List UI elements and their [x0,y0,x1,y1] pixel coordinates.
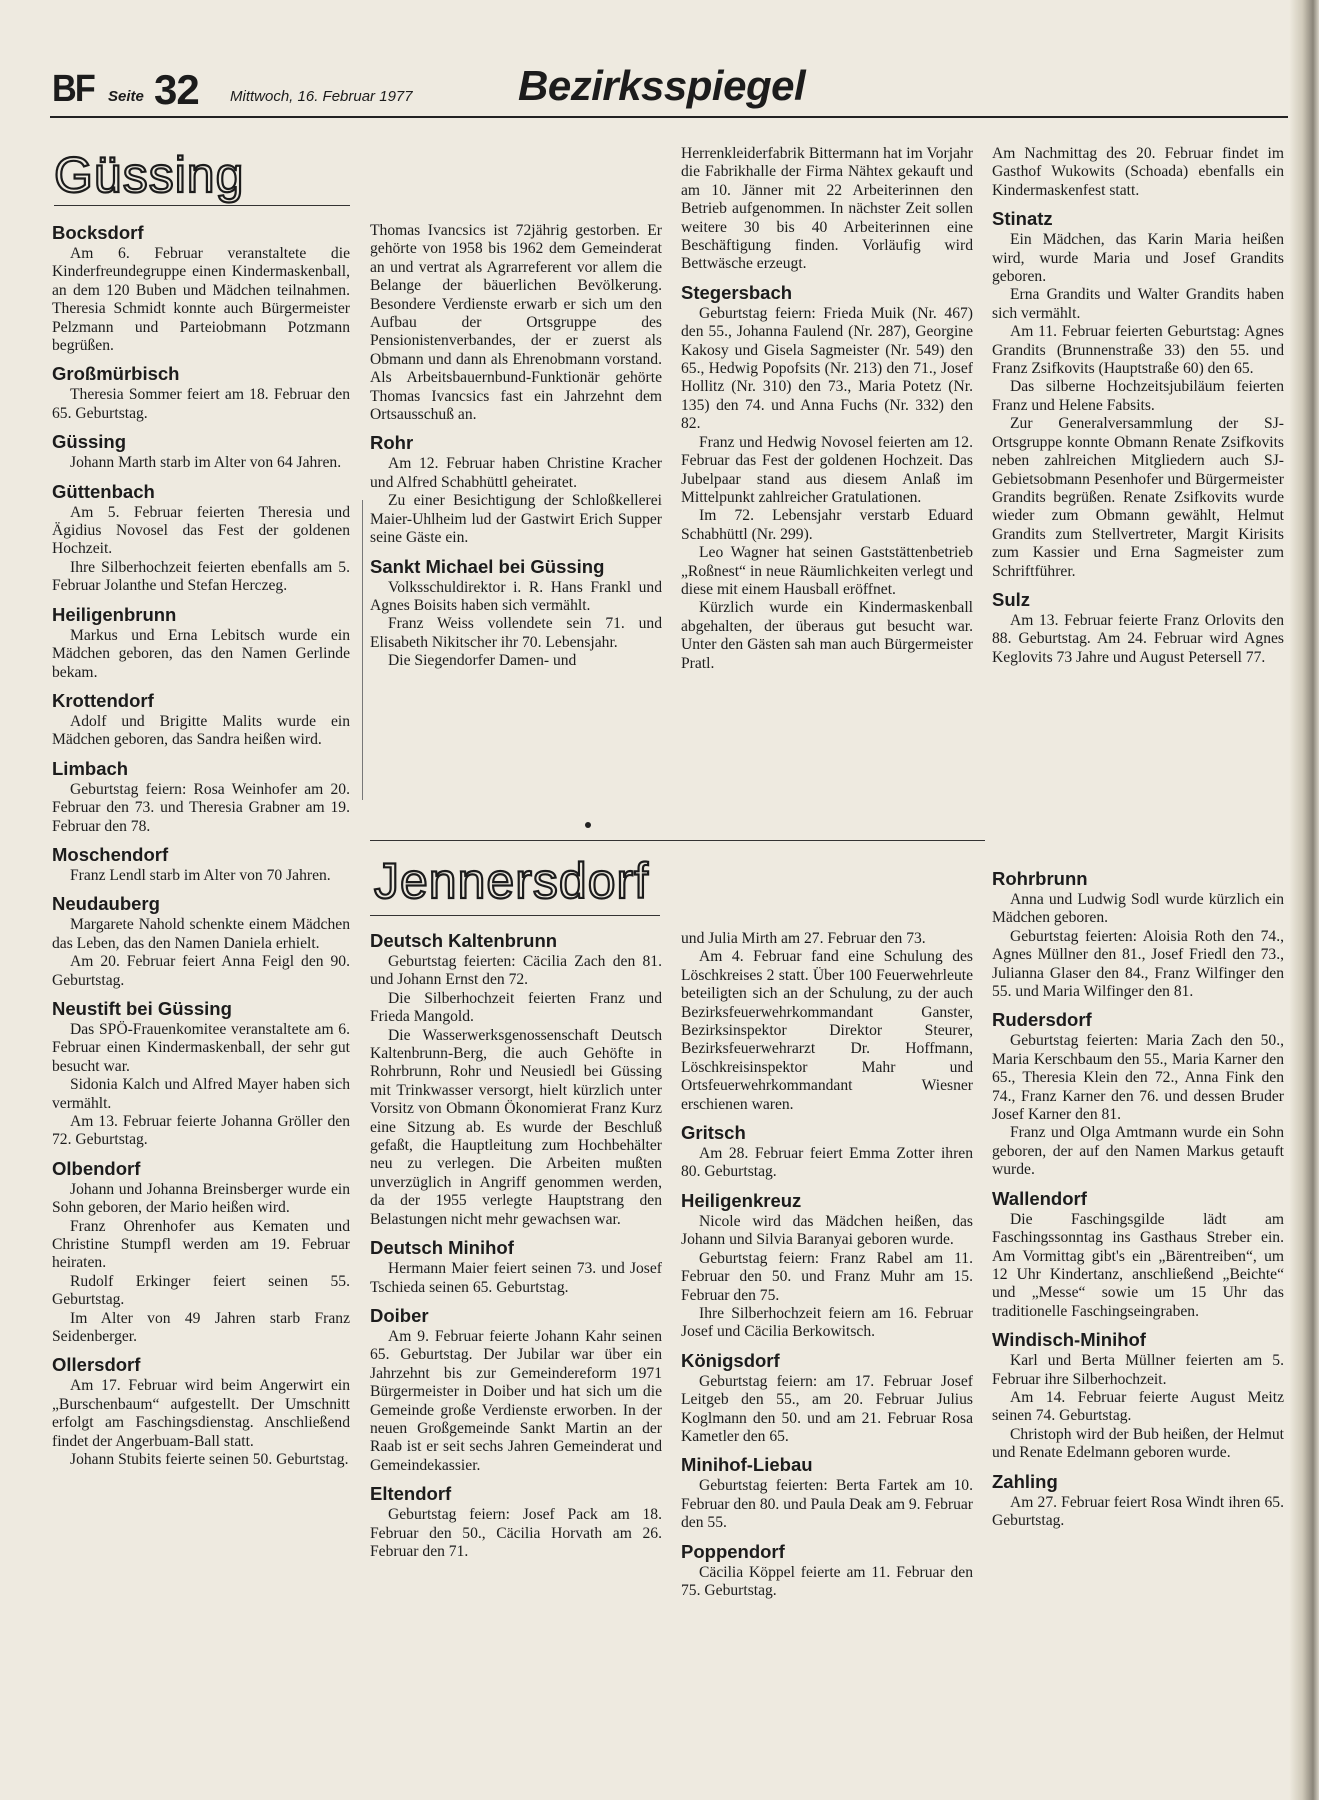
place-heading: Windisch-Minihof [992,1329,1146,1351]
place-heading: Krottendorf [52,689,154,711]
region-title-jennersdorf: Jennersdorf [374,853,650,909]
news-paragraph: Theresia Sommer feiert am 18. Februar den 65. Geburtstag. [52,386,350,422]
header-rule [50,116,1288,118]
news-paragraph: Im Alter von 49 Jahren starb Franz Seidenberger. [52,1309,350,1346]
news-paragraph: Geburtstag feierten: Cäcilia Zach den 81. und Johann Ernst den 72. [370,953,662,989]
place-heading: Deutsch Kaltenbrunn [370,930,558,951]
news-paragraph: Am 5. Februar feierten Theresia und Ägidius Novosel das Fest der goldenen Hochzeit. [52,503,350,558]
place-heading: Deutsch Minihof [370,1237,514,1259]
news-paragraph: Am 17. Februar wird beim Angerwirt ein „Burschenbaum“ aufgestellt. Der Umschnitt erfolgt am Faschingsdienstag. Anschließend findet der Angerbuam-Ball statt. [52,1377,350,1450]
news-paragraph: Geburtstag feiern: Josef Pack am 18. Februar den 50., Cäcilia Horvath am 26. Februar den 71. [370,1506,662,1560]
bullet-mark [585,822,591,828]
news-paragraph: Christoph wird der Bub heißen, der Helmut und Renate Edelmann geboren wurde. [992,1425,1284,1462]
news-paragraph: Geburtstag feierten: Maria Zach den 50., Maria Kerschbaum den 55., Maria Karner den 65., Theresia Klein den 72., Anna Fink den 74., Franz Karner den 76. und dessen Bruder Josef Karner den 81. [992,1032,1284,1124]
place-heading: Sankt Michael bei Güssing [370,555,605,577]
news-paragraph: Am 6. Februar veranstaltete die Kinderfreundegruppe einen Kindermaskenball, an dem 120 Buben und Mädchen teilnahmen. Theresia Schmidt konnte auch Bürgermeister Pelzmann und Parteiobmann Potzmann begrüßen. [52,245,350,355]
news-paragraph: Geburtstag feierten: Aloisia Roth den 74., Agnes Müllner den 81., Josef Friedl den 73., Julianna Glaser den 84., Franz Wilfinger den 55. und Maria Wilfinger den 81. [992,927,1284,1001]
news-paragraph: Franz Ohrenhofer aus Kematen und Christine Stumpfl werden am 19. Februar heiraten. [52,1217,350,1272]
news-paragraph: Ihre Silberhochzeit feierten ebenfalls am 5. Februar Jolanthe und Stefan Herczeg. [52,558,350,595]
column-jennersdorf-3 [681,930,973,1600]
place-heading: Doiber [370,1304,429,1326]
column-jennersdorf-2 [370,930,662,1561]
news-paragraph: Am 20. Februar feiert Anna Feigl den 90. Geburtstag. [52,953,350,989]
news-paragraph: Die Siegendorfer Damen- und [388,652,577,670]
news-paragraph: Johann Marth starb im Alter von 64 Jahren. [70,454,342,472]
place-heading: Limbach [52,757,129,779]
news-paragraph: Kürzlich wurde ein Kindermaskenball abgehalten, der überaus gut besucht war. Unter den Gästen sah man auch Bürgermeister Pratl. [681,599,973,672]
place-heading: Königsdorf [681,1349,780,1371]
newspaper-logo: BF [52,68,94,110]
place-heading: Neustift bei Güssing [52,997,232,1019]
news-paragraph: Zu einer Besichtigung der Schloßkellerei Maier-Uhlheim lud der Gastwirt Erich Supper seine Gäste ein. [370,492,662,547]
news-paragraph: Hermann Maier feiert seinen 73. und Josef Tschieda seinen 65. Geburtstag. [370,1260,662,1296]
news-paragraph: Thomas Ivancsics ist 72jährig gestorben. Er gehörte von 1958 bis 1962 dem Gemeinderat an und vertrat als Agrarreferent vor allem die Belange der bäuerlichen Bevölkerung. Besondere Verdienste erwarb er sich um den Aufbau der Ortsgruppe des Pensionistenverbandes, der er zuerst als Obmann und dann als Ehrenobmann vorstand. Als Arbeitsbauernbund-Funktionär gehörte Thomas Ivancsics fast ein Jahrzehnt dem Ortsausschuß an. [370,222,662,424]
place-heading: Rudersdorf [992,1009,1092,1031]
news-paragraph: Die Silberhochzeit feierten Franz und Frieda Mangold. [370,989,662,1026]
news-paragraph: Ein Mädchen, das Karin Maria heißen wird, wurde Maria und Josef Grandits geboren. [992,231,1284,286]
news-paragraph: Am 13. Februar feierte Johanna Gröller den 72. Geburtstag. [52,1113,350,1149]
news-paragraph: Adolf und Brigitte Malits wurde ein Mädchen geboren, das Sandra heißen wird. [52,712,350,749]
place-heading: Rohr [370,432,414,454]
column-guessing-1 [52,222,350,1470]
news-paragraph: Nicole wird das Mädchen heißen, das Johann und Silvia Baranyai geboren wurde. [681,1212,973,1249]
news-paragraph: Die Faschingsgilde lädt am Faschingssonntag ins Gasthaus Streber ein. Am Vormittag gibt's ein „Bärentreiben“, um 12 Uhr Kindertanz, anschließend „Beichte“ und „Messe“ sowie um 15 Uhr das traditionelle Faschingseingraben. [992,1210,1284,1320]
place-heading: Stinatz [992,208,1053,230]
place-heading: Bocksdorf [52,222,144,243]
news-paragraph: Franz und Hedwig Novosel feierten am 12. Februar das Fest der goldenen Hochzeit. Das Jubelpaar stand aus diesem Anlaß im Mittelpunkt zahlreicher Gratulationen. [681,433,973,506]
place-heading: Gritsch [681,1122,746,1144]
news-paragraph: Im 72. Lebensjahr verstarb Eduard Schabhüttl (Nr. 299). [681,507,973,543]
news-paragraph: Ihre Silberhochzeit feiern am 16. Februar Josef und Cäcilia Berkowitsch. [681,1304,973,1341]
news-paragraph: Anna und Ludwig Sodl wurde kürzlich ein Mädchen geboren. [992,891,1284,927]
news-paragraph: Sidonia Kalch und Alfred Mayer haben sich vermählt. [52,1076,350,1112]
news-paragraph: Leo Wagner hat seinen Gaststättenbetrieb „Roßnest“ in neue Räumlichkeiten verlegt und diese mit einem Hausball eröffnet. [681,544,973,598]
news-paragraph: Geburtstag feiern: Frieda Muik (Nr. 467) den 55., Johanna Faulend (Nr. 287), Georgine Kakosy und Gisela Sagmeister (Nr. 549) den 65., Hedwig Popofsits (Nr. 213) den 71., Josef Hollitz (Nr. 310) den 73., Maria Potetz (Nr. 135) den 74. und Anna Fuchs (Nr. 332) den 82. [681,304,973,433]
news-paragraph: Am 14. Februar feierte August Meitz seinen 74. Geburtstag. [992,1388,1284,1425]
place-heading: Zahling [992,1470,1058,1492]
news-paragraph: Markus und Erna Lebitsch wurde ein Mädchen geboren, das den Namen Gerlinde bekam. [52,626,350,681]
news-paragraph: Am 13. Februar feierte Franz Orlovits den 88. Geburtstag. Am 24. Februar wird Agnes Keglovits 73 Jahre und August Petersell 77. [992,611,1284,666]
region-title-guessing: Güssing [54,147,245,203]
place-heading: Moschendorf [52,843,169,865]
news-paragraph: Geburtstag feiern: Franz Rabel am 11. Februar den 50. und Franz Muhr am 15. Februar den 75. [681,1249,973,1304]
news-paragraph: Rudolf Erkinger feiert seinen 55. Geburtstag. [52,1272,350,1309]
page-header [50,64,1288,122]
place-heading: Heiligenbrunn [52,603,177,625]
news-paragraph: Margarete Nahold schenkte einem Mädchen das Leben, das den Namen Daniela erhielt. [52,916,350,952]
news-paragraph: Am Nachmittag des 20. Februar findet im Gasthof Wukowits (Schoada) ebenfalls ein Kindermaskenfest statt. [992,145,1284,199]
news-paragraph: Geburtstag feierten: Berta Fartek am 10. Februar den 80. und Paula Deak am 9. Februar den 55. [681,1477,973,1532]
news-paragraph: Am 27. Februar feiert Rosa Windt ihren 65. Geburtstag. [992,1493,1284,1529]
page-label: Seite [108,88,144,105]
place-heading: Wallendorf [992,1187,1087,1209]
news-paragraph: Herrenkleiderfabrik Bittermann hat im Vorjahr die Fabrikhalle der Firma Nähtex gekauft und am 10. Jänner mit 22 Arbeiterinnen den Betrieb aufgenommen. In nächster Zeit sollen weitere 30 bis 40 Arbeiterinnen eine Beschäftigung finden. Vorläufig wird Bettwäsche erzeugt. [681,145,973,273]
news-paragraph: Die Wasserwerksgenossenschaft Deutsch Kaltenbrunn-Berg, die auch Gehöfte in Rohrbrunn, Rohr und Neusiedl bei Güssing mit Trinkwasser versorgt, hielt kürzlich unter Vorsitz von Obmann Ökonomierat Franz Kurz eine Sitzung ab. Es wurde der Beschluß gefaßt, die Hauptleitung zum Hochbehälter neu zu verlegen. Die Arbeiten mußten unverzüglich in Angriff genommen werden, da der 1955 verlegte Hauptstrang den Belastungen nicht mehr gewachsen war. [370,1026,662,1228]
column-jennersdorf-4 [992,868,1284,1530]
place-heading: Sulz [992,588,1031,610]
place-heading: Rohrbrunn [992,868,1088,889]
place-heading: Großmürbisch [52,363,180,385]
news-paragraph: Franz und Olga Amtmann wurde ein Sohn geboren, der auf den Namen Markus getauft wurde. [992,1124,1284,1179]
news-paragraph: Volksschuldirektor i. R. Hans Frankl und Agnes Boisits haben sich vermählt. [370,578,662,614]
news-paragraph: Geburtstag feiern: Rosa Weinhofer am 20. Februar den 73. und Theresia Grabner am 19. Februar den 78. [52,780,350,835]
page-fold-shadow [1289,0,1319,1800]
news-paragraph: Das SPÖ-Frauenkomitee veranstaltete am 6. Februar einen Kindermaskenball, der sehr gut besucht war. [52,1020,350,1075]
region-underline [370,915,660,916]
place-heading: Olbendorf [52,1157,141,1179]
news-paragraph: Franz Weiss vollendete sein 71. und Elisabeth Nikitscher ihr 70. Lebensjahr. [370,615,662,651]
section-title: Bezirksspiegel [518,62,806,109]
news-paragraph: Franz Lendl starb im Alter von 70 Jahren. [70,866,331,884]
place-heading: Eltendorf [370,1483,452,1505]
news-paragraph: Am 28. Februar feiert Emma Zotter ihren 80. Geburtstag. [681,1145,973,1181]
place-heading: Neudauberg [52,893,160,915]
place-heading: Güssing [52,431,127,453]
column-guessing-4 [992,145,1284,667]
place-heading: Poppendorf [681,1540,785,1562]
news-paragraph: Geburtstag feiern: am 17. Februar Josef Leitgeb den 55., am 20. Februar Julius Koglmann den 50. und am 21. Februar Rosa Kametler den 65. [681,1372,973,1445]
news-paragraph: Erna Grandits und Walter Grandits haben sich vermählt. [992,286,1284,322]
place-heading: Güttenbach [52,480,155,502]
news-paragraph: Am 4. Februar fand eine Schulung des Löschkreises 2 statt. Über 100 Feuerwehrleute beteiligten sich an der Schulung, zu der auch Bezirksfeuerwehrkommandant Ganster, Bezirksinspektor Direktor Steurer, Bezirksfeuerwehrarzt Dr. Hoffmann, Löschkreisinspektor Mahr und Ortsfeuerwehrkommandant Wiesner erschienen waren. [681,948,973,1113]
column-guessing-2 [370,222,662,671]
news-paragraph: Johann Stubits feierte seinen 50. Geburtstag. [70,1451,349,1469]
news-paragraph: Johann und Johanna Breinsberger wurde ein Sohn geboren, der Mario heißen wird. [52,1180,350,1217]
news-paragraph: und Julia Mirth am 27. Februar den 73. [681,930,926,947]
place-heading: Minihof-Liebau [681,1454,813,1476]
news-paragraph: Am 11. Februar feierten Geburtstag: Agnes Grandits (Brunnenstraße 33) den 55. und Franz Zsifkovits (Hauptstraße 60) den 65. [992,323,1284,378]
news-paragraph: Am 9. Februar feierte Johann Kahr seinen 65. Geburtstag. Der Jubilar war über ein Jahrzehnt bis zur Gemeindereform 1971 Bürgermeister in Doiber und hat sich um die Gemeinde große Verdienste erworben. In der neuen Großgemeinde Sankt Martin an der Raab ist er seit sechs Jahren Gemeinderat und Gemeindekassier. [370,1327,662,1474]
region-underline [54,205,350,206]
place-heading: Ollersdorf [52,1354,141,1376]
place-heading: Stegersbach [681,281,793,303]
issue-date: Mittwoch, 16. Februar 1977 [230,88,413,105]
news-paragraph: Am 12. Februar haben Christine Kracher und Alfred Schabhüttl geheiratet. [370,455,662,491]
section-divider [370,840,985,841]
column-divider [362,500,363,800]
news-paragraph: Cäcilia Köppel feierte am 11. Februar den 75. Geburtstag. [681,1563,973,1599]
news-paragraph: Das silberne Hochzeitsjubiläum feierten Franz und Helene Fabsits. [992,378,1284,414]
place-heading: Heiligenkreuz [681,1189,802,1211]
news-paragraph: Karl und Berta Müllner feierten am 5. Februar ihre Silberhochzeit. [992,1352,1284,1388]
news-paragraph: Zur Generalversammlung der SJ-Ortsgruppe konnte Obmann Renate Zsifkovits neben zahlreichen Mitgliedern auch SJ-Gebietsobmann Pesenhofer und Bürgermeister Grandits begrüßen. Renate Zsifkovits wurde wieder zum Obmann gewählt, Helmut Grandits zum Stellvertreter, Margit Kirisits zum Kassier und Erna Sagmeister zum Schriftführer. [992,415,1284,580]
page-number: 32 [154,66,199,113]
column-guessing-3 [681,145,973,673]
